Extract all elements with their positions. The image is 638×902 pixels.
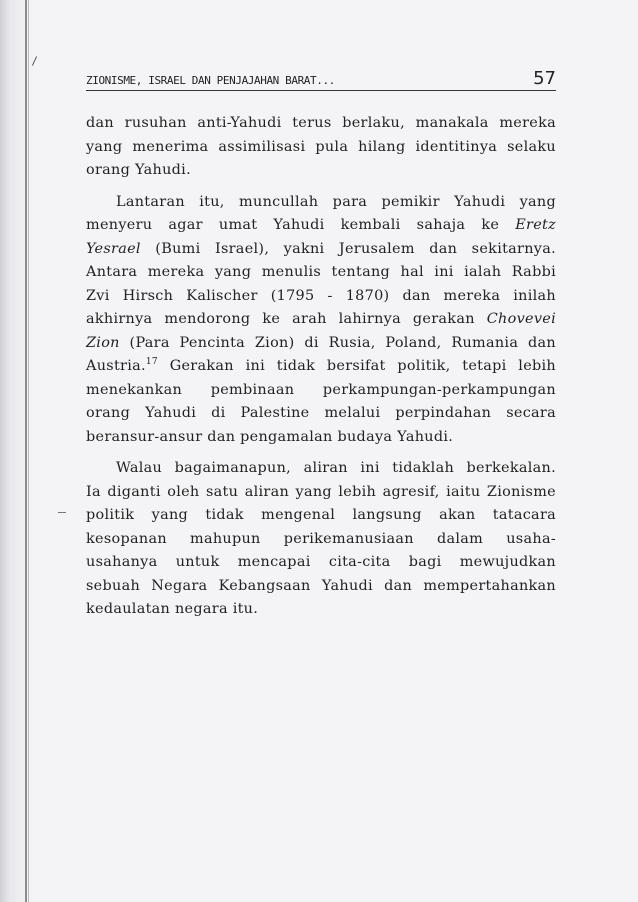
text-line: Zion (Para Pencinta Zion) di Rusia, Poland, Rumania dan [86,334,556,351]
text-line: yang menerima assimilisasi pula hilang identitinya selaku [86,138,556,155]
text-line: akhirnya mendorong ke arah lahirnya gerakan Chovevei [86,311,556,327]
margin-dash-mark [58,512,66,513]
footnote-ref: 17 [145,357,158,368]
text-line: orang Yahudi di Palestine melalui perpindahan secara [86,405,556,421]
paragraph-1 [86,112,556,183]
body-text [86,112,556,622]
text-line: Zvi Hirsch Kalischer (1795 - 1870) dan mereka inilah [86,287,556,304]
text-line: Yesrael (Bumi Israel), yakni Jerusalem dan sekitarnya. [86,240,556,257]
text-line: sebuah Negara Kebangsaan Yahudi dan mempertahankan [86,577,556,594]
text-line: beransur-ansur dan pengamalan budaya Yahudi. [86,428,454,445]
text-line: politik yang tidak mengenal langsung akan tatacara [86,507,556,523]
page-binding-line [25,0,27,902]
text-line: kedaulatan negara itu. [86,601,259,617]
paragraph-2 [86,191,556,450]
text-line: Walau bagaimanapun, aliran ini tidaklah berkekalan. [116,460,556,476]
italic-term: Zion [86,334,120,351]
italic-term: Yesrael [86,240,141,257]
running-title: ZIONISME, ISRAEL DAN PENJAJAHAN BARAT... [86,74,335,87]
text-line: Antara mereka yang menulis tentang hal ini ialah Rabbi [86,264,556,280]
running-header [86,68,556,91]
italic-term: Eretz [515,217,556,233]
page-binding-line-inner [28,0,29,902]
text-line: Lantaran itu, muncullah para pemikir Yahudi yang [116,193,556,210]
text-line: Austria.$^{17}$ Gerakan ini tidak bersifat politik, tetapi lebih [86,357,556,374]
text-line: kesopanan mahupun perikemanusiaan dalam usaha- [86,530,556,547]
italic-term: Chovevei [486,311,556,327]
text-line: Ia diganti oleh satu aliran yang lebih agresif, iaitu Zionisme [86,483,556,500]
page-number: 57 [533,68,556,89]
text-line: menyeru agar umat Yahudi kembali sahaja ke Eretz [86,217,556,233]
text-line: usahanya untuk mencapai cita-cita bagi mewujudkan [86,554,556,570]
text-line: dan rusuhan anti-Yahudi terus berlaku, manakala mereka [86,115,556,131]
paragraph-3 [86,457,556,622]
text-line: orang Yahudi. [86,162,191,178]
text-line: menekankan pembinaan perkampungan-perkampungan [86,381,556,398]
